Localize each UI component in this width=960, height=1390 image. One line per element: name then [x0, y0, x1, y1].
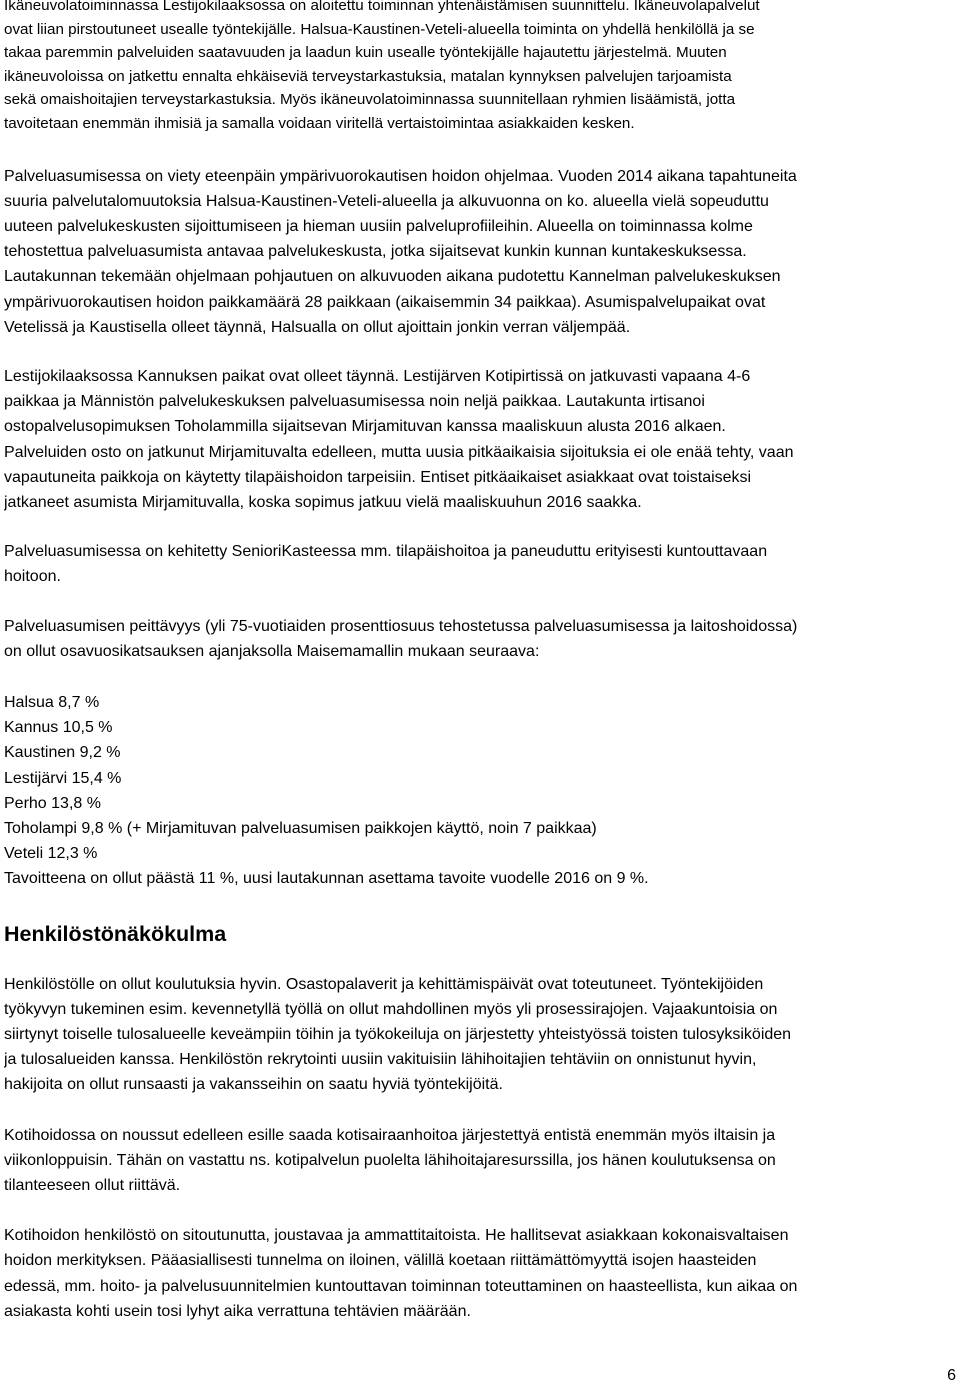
text-line: uuteen palvelukeskusten sijoittumiseen ja hieman uusiin palveluprofiileihin. Alueella on toiminnassa kolme	[4, 217, 753, 235]
text-line: tavoitetaan enemmän ihmisiä ja samalla voidaan viritellä vertaistoimintaa asiakkaiden kesken.	[4, 114, 635, 132]
coverage-target: Tavoitteena on ollut päästä 11 %, uusi lautakunnan asettama tavoite vuodelle 2016 on 9 %.	[4, 870, 649, 888]
text-line: ja tulosalueiden kanssa. Henkilöstön rekrytointi uusiin vakituisiin lähihoitajien tehtäviin on onnistunut hyvin,	[4, 1051, 757, 1069]
paragraph-peittavyys	[4, 614, 954, 664]
coverage-item: Kaustinen 9,2 %	[4, 744, 121, 762]
text-line: tilanteeseen ollut riittävä.	[4, 1177, 181, 1195]
text-line: Henkilöstölle on ollut koulutuksia hyvin. Osastopalaverit ja kehittämispäivät ovat toteutuneet. Työntekijöiden	[4, 975, 764, 993]
coverage-item: Veteli 12,3 %	[4, 845, 98, 863]
text-line: hoitoon.	[4, 568, 61, 586]
page-number: 6	[947, 1367, 956, 1384]
paragraph-kotihoito	[4, 1123, 954, 1199]
text-line: vapautuneita paikkoja on käytetty tilapäishoidon tarpeisiin. Entiset pitkäaikaiset asiakkaat ovat toistaiseksi	[4, 468, 752, 486]
text-line: on ollut osavuosikatsauksen ajanjaksolla Maisemamallin mukaan seuraava:	[4, 642, 540, 660]
text-line: Palveluasumisen peittävyys (yli 75-vuotiaiden prosenttiosuus tehostetussa palveluasumisessa ja laitoshoidossa)	[4, 617, 798, 635]
text-line: Palveluiden osto on jatkunut Mirjamituvalta edelleen, mutta uusia pitkäaikaisia sijoituksia ei ole enää tehty, vaan	[4, 443, 794, 461]
text-line: Lestijokilaaksossa Kannuksen paikat ovat olleet täynnä. Lestijärven Kotipirtissä on jatkuvasti vapaana 4-6	[4, 367, 751, 385]
coverage-item: Kannus 10,5 %	[4, 719, 113, 737]
text-line: ympärivuorokautisen hoidon paikkamäärä 28 paikkaan (aikaisemmin 34 paikkaa). Asumispalvelupaikat ovat	[4, 293, 766, 311]
text-line: tehostettua palveluasumista antavaa palvelukeskusta, jotka sijaitsevat kunkin kunnan kuntakeskuksessa.	[4, 243, 747, 261]
paragraph-seniorikaste	[4, 539, 954, 589]
text-line: viikonloppuisin. Tähän on vastattu ns. kotipalvelun puolelta lähihoitajaresurssilla, jos hänen koulutuksensa on	[4, 1151, 776, 1169]
text-line: asiakasta kohti usein tosi lyhyt aika verrattuna tehtävien määrään.	[4, 1302, 471, 1320]
coverage-item: Perho 13,8 %	[4, 794, 101, 812]
text-line: edessä, mm. hoito- ja palvelusuunnitelmien kuntouttavan toiminnan toteuttaminen on haasteellista, kun aikaa on	[4, 1277, 798, 1295]
text-line: suuria palvelutalomuutoksia Halsua-Kaustinen-Veteli-alueella ja alkuvuonna on ko. alueella vielä sopeuduttu	[4, 192, 769, 210]
text-line: siirtynyt toiselle tulosalueelle keveämpiin töihin ja työkokeiluja on järjestetty yhteistyössä toisten tulosyksiköiden	[4, 1026, 792, 1044]
text-line: ostopalvelusopimuksen Toholammilla sijaitsevan Mirjamituvan kanssa maaliskuun alusta 2016 alkaen.	[4, 418, 726, 436]
text-line: Kotihoidossa on noussut edelleen esille saada kotisairaanhoitoa järjestettyä entistä enemmän myös iltaisin ja	[4, 1126, 776, 1144]
coverage-item: Halsua 8,7 %	[4, 694, 100, 712]
text-line: paikkaa ja Männistön palvelukeskuksen palveluasumisessa noin neljä paikkaa. Lautakunta irtisanoi	[4, 393, 705, 411]
paragraph-henkilosto	[4, 972, 954, 1098]
text-line: Lautakunnan tekemään ohjelmaan pohjautuen on alkuvuoden aikana pudotettu Kannelman palvelukeskuksen	[4, 268, 781, 286]
paragraph-palveluasuminen	[4, 164, 954, 340]
text-line: sekä omaishoitajien terveystarkastuksia. Myös ikäneuvolatoiminnassa suunnitellaan ryhmien lisäämistä, jotta	[4, 91, 736, 109]
text-line: Ikäneuvolatoiminnassa Lestijokilaaksossa on aloitettu toiminnan yhtenäistämisen suunnittelu. Ikäneuvolapalvelut	[4, 0, 760, 14]
text-line: ikäneuvoloissa on jatkettu ennalta ehkäiseviä terveystarkastuksia, matalan kynnyksen palvelujen tarjoamista	[4, 67, 732, 85]
paragraph-lestijokilaakso	[4, 364, 954, 515]
text-line: Vetelissä ja Kaustisella olleet täynnä, Halsualla on ollut ajoittain jonkin verran väljempää.	[4, 318, 631, 336]
coverage-item: Lestijärvi 15,4 %	[4, 769, 122, 787]
text-line: Palveluasumisessa on viety eteenpäin ympärivuorokautisen hoidon ohjelmaa. Vuoden 2014 aikana tapahtuneita	[4, 167, 797, 185]
text-line: Kotihoidon henkilöstö on sitoutunutta, joustavaa ja ammattitaitoista. He hallitsevat asiakkaan kokonaisvaltaisen	[4, 1227, 789, 1245]
text-line: jatkaneet asumista Mirjamituvalla, koska sopimus jatkuu vielä maaliskuuhun 2016 saakka.	[4, 494, 642, 511]
text-line: työkyvyn tukeminen esim. kevennetyllä työllä on ollut mahdollinen myös yli prosessirajojen. Vajaakuntoisia on	[4, 1000, 778, 1018]
coverage-list	[4, 690, 954, 892]
coverage-item: Toholampi 9,8 % (+ Mirjamituvan palveluasumisen paikkojen käyttö, noin 7 paikkaa)	[4, 820, 597, 838]
text-line: Palveluasumisessa on kehitetty SenioriKasteessa mm. tilapäishoitoa ja paneuduttu erityisesti kuntouttavaan	[4, 543, 768, 561]
text-line: hoidon merkityksen. Pääasiallisesti tunnelma on iloinen, välillä koetaan riittämättömyyttä isojen haasteiden	[4, 1252, 757, 1270]
section-heading: Henkilöstönäkökulma	[4, 921, 227, 946]
text-line: ovat liian pirstoutuneet usealle työntekijälle. Halsua-Kaustinen-Veteli-alueella toiminta on yhdellä henkilöllä ja se	[4, 20, 755, 38]
paragraph-kotihoidon-henkilosto	[4, 1223, 954, 1324]
document-page	[4, 0, 954, 1324]
text-line: takaa paremmin palveluiden saatavuuden ja laadun kuin usealle työntekijälle hajautettu järjestelmä. Muuten	[4, 44, 727, 62]
paragraph-ikaneuvola	[4, 0, 954, 136]
text-line: hakijoita on ollut runsaasti ja vakansseihin on saatu hyviä työntekijöitä.	[4, 1076, 503, 1094]
